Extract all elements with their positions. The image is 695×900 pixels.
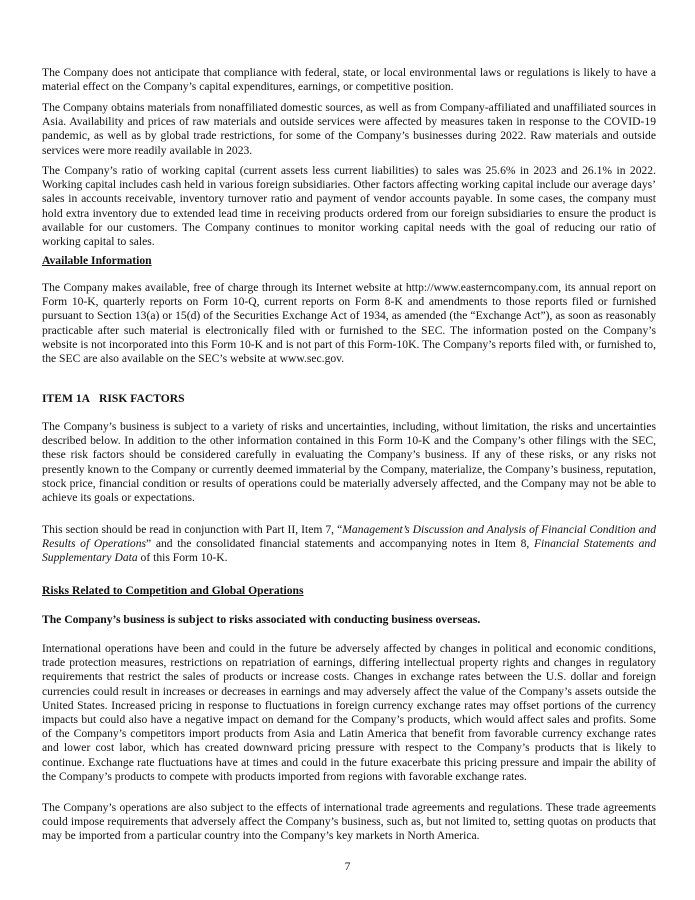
paragraph-conjunction	[42, 523, 656, 566]
paragraph-risk-intro: The Company’s business is subject to a variety of risks and uncertainties, including, without limitation, the risks and uncertainties described below. In addition to the other information contained in this Form 10-K and the Company’s other filings with the SEC, these risk factors should be considered carefully in evaluating the Company’s business. If any of these risks, or any risks not presently known to the Company or currently deemed immaterial by the Company, materialize, the Company’s business, reputation, stock price, financial condition or results of operations could be materially adversely affected, and the Company may not be able to achieve its goals or expectations.	[42, 420, 656, 505]
item-heading	[42, 392, 656, 406]
paragraph-working-capital: The Company’s ratio of working capital (current assets less current liabilities) to sales was 25.6% in 2023 and 26.1% in 2022. Working capital includes cash held in various foreign subsidiaries. Other factors affecting working capital include our average days’ sales in accounts receivable, inventory turnover ratio and payment of vendor accounts payable. In some cases, the company must hold extra inventory due to extended lead time in receiving products ordered from our foreign subsidiaries to ensure the product is available for our customers. The Company continues to monitor working capital needs with the goal of reducing our ratio of working capital to sales.	[42, 164, 656, 249]
section-heading-available-information: Available Information	[42, 254, 152, 267]
paragraph-materials: The Company obtains materials from nonaffiliated domestic sources, as well as from Company-affiliated and unaffiliated sources in Asia. Availability and prices of raw materials and outside services were affected by measures taken in response to the COVID-19 pandemic, as well as by global trade restrictions, for some of the Company’s businesses during 2022. Raw materials and outside services were more readily available in 2023.	[42, 101, 656, 157]
page-number: 7	[344, 860, 351, 873]
paragraph-international-operations: International operations have been and could in the future be adversely affected by changes in political and economic conditions, trade protection measures, restrictions on repatriation of earnings, differing intellectual property rights and changes in regulatory requirements that restrict the sales of products or increase costs. Changes in exchange rates between the U.S. dollar and foreign currencies could result in increases or decreases in earnings and may adversely affect the value of the Company’s assets outside the United States. Increased pricing in response to fluctuations in foreign currency exchange rates may offset portions of the currency impacts but could also have a negative impact on demand for the Company’s products, which would affect sales and profits. Some of the Company’s competitors import products from Asia and Latin America that benefit from favorable currency exchange rates and lower cost labor, which has created downward pricing pressure with respect to the Company’s products that is likely to continue. Exchange rate fluctuations have at times and could in the future exacerbate this pricing pressure and impair the ability of the Company’s products to compete with products imported from regions with favorable exchange rates.	[42, 642, 656, 783]
section-heading-risks-competition: Risks Related to Competition and Global Operations	[42, 584, 304, 597]
text: ” and the consolidated financial statements and accompanying notes in Item 8,	[146, 537, 534, 551]
paragraph-trade-agreements: The Company’s operations are also subject to the effects of international trade agreements and regulations. These trade agreements could impose requirements that adversely affect the Company’s business, such as, but not limited to, setting quotas on products that may be imported from a particular country into the Company’s key markets in North America.	[42, 801, 656, 843]
paragraph-available-information: The Company makes available, free of charge through its Internet website at http://www.easterncompany.com, its annual report on Form 10-K, quarterly reports on Form 10-Q, current reports on Form 8-K and amendments to those reports filed or furnished pursuant to Section 13(a) or 15(d) of the Securities Exchange Act of 1934, as amended (the “Exchange Act”), as soon as reasonably practicable after such material is electronically filed with or furnished to the SEC. The information posted on the Company’s website is not incorporated into this Form 10-K and is not part of this Form-10K. The Company’s reports filed with, or furnished to, the SEC are also available on the SEC’s website at www.sec.gov.	[42, 281, 656, 366]
text: This section should be read in conjunction with Part II, Item 7, “	[42, 523, 343, 536]
item-title: RISK FACTORS	[99, 392, 185, 405]
paragraph-environmental: The Company does not anticipate that compliance with federal, state, or local environmental laws or regulations is likely to have a material effect on the Company’s capital expenditures, earnings, or competitive position.	[42, 66, 656, 94]
risk-title: The Company’s business is subject to risks associated with conducting business overseas.	[42, 613, 481, 626]
financial-statements-reference: Financial Statements and Supplementary Data	[42, 537, 657, 565]
mdna-reference: Management’s Discussion and Analysis of Financial Condition and Results of Operations	[42, 523, 657, 551]
text: of this Form 10-K.	[137, 551, 228, 565]
item-number: ITEM 1A	[42, 392, 90, 405]
